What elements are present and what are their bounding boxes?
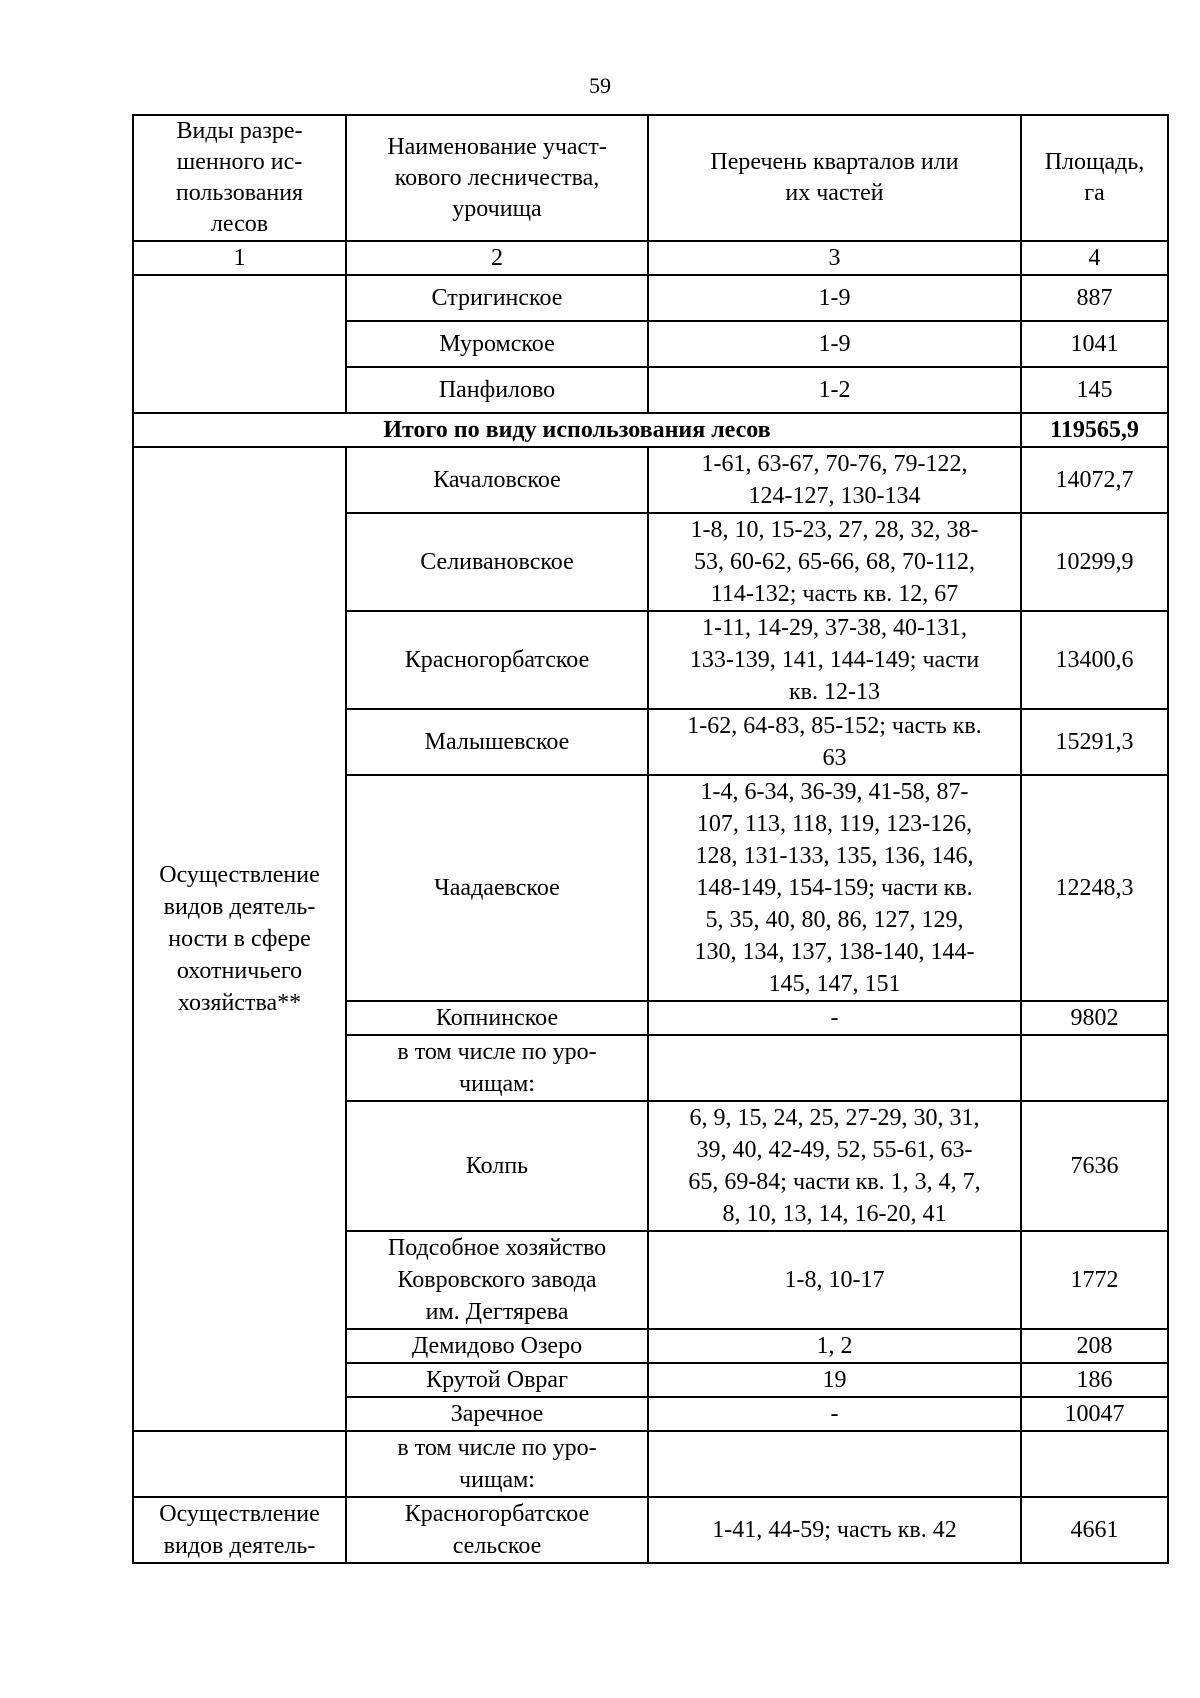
table-row bbox=[133, 447, 1168, 513]
forestry-name: Чаадаевское bbox=[346, 775, 648, 1001]
table-row bbox=[133, 1431, 1168, 1497]
area-value: 1772 bbox=[1021, 1231, 1168, 1329]
use-kind-cell-blank bbox=[133, 1431, 346, 1497]
quarter-list: - bbox=[648, 1001, 1021, 1035]
column-number: 4 bbox=[1021, 241, 1168, 275]
forestry-name: Малышевское bbox=[346, 709, 648, 775]
quarter-list: 19 bbox=[648, 1363, 1021, 1397]
use-kind-cell bbox=[133, 275, 346, 413]
forestry-name: Качаловское bbox=[346, 447, 648, 513]
quarter-list: 1-4, 6-34, 36-39, 41-58, 87- 107, 113, 118, 119, 123-126, 128, 131-133, 135, 136, 146, 148-149, 154-159; части кв. 5, 35, 40, 80, 86, 127, 129, 130, 134, 137, 138-140, 144- 145, 147, 151 bbox=[648, 775, 1021, 1001]
quarter-list: 1-9 bbox=[648, 275, 1021, 321]
forestry-name: Красногорбатское bbox=[346, 611, 648, 709]
use-kind-cell: Осуществление видов деятель- bbox=[133, 1497, 346, 1563]
quarter-list: 1-2 bbox=[648, 367, 1021, 413]
forestry-name: Панфилово bbox=[346, 367, 648, 413]
area-value: 7636 bbox=[1021, 1101, 1168, 1231]
quarter-list: 1, 2 bbox=[648, 1329, 1021, 1363]
area-value: 145 bbox=[1021, 367, 1168, 413]
use-kind-cell: Осуществление видов деятель- ности в сфере охотничьего хозяйства** bbox=[133, 447, 346, 1431]
column-number-row bbox=[133, 241, 1168, 275]
total-value: 119565,9 bbox=[1021, 413, 1168, 447]
quarter-list: 1-9 bbox=[648, 321, 1021, 367]
header-row bbox=[133, 115, 1168, 241]
table-row bbox=[133, 275, 1168, 321]
area-value: 15291,3 bbox=[1021, 709, 1168, 775]
area-value: 208 bbox=[1021, 1329, 1168, 1363]
column-header: Площадь, га bbox=[1021, 115, 1168, 241]
column-number: 2 bbox=[346, 241, 648, 275]
area-value: 12248,3 bbox=[1021, 775, 1168, 1001]
forestry-name: Селивановское bbox=[346, 513, 648, 611]
column-number: 1 bbox=[133, 241, 346, 275]
page-number: 59 bbox=[589, 73, 611, 98]
total-label: Итого по виду использования лесов bbox=[133, 413, 1021, 447]
forestry-name: Демидово Озеро bbox=[346, 1329, 648, 1363]
area-value: 9802 bbox=[1021, 1001, 1168, 1035]
quarter-list bbox=[648, 1035, 1021, 1101]
quarter-list: 1-8, 10, 15-23, 27, 28, 32, 38- 53, 60-62, 65-66, 68, 70-112, 114-132; часть кв. 12, 67 bbox=[648, 513, 1021, 611]
forestry-name: Копнинское bbox=[346, 1001, 648, 1035]
quarter-list: 1-8, 10-17 bbox=[648, 1231, 1021, 1329]
forestry-name: в том числе по уро- чищам: bbox=[346, 1035, 648, 1101]
quarter-list: 1-62, 64-83, 85-152; часть кв. 63 bbox=[648, 709, 1021, 775]
area-value: 10047 bbox=[1021, 1397, 1168, 1431]
table-row bbox=[133, 1497, 1168, 1563]
area-value: 1041 bbox=[1021, 321, 1168, 367]
forestry-name: Подсобное хозяйство Ковровского завода им. Дегтярева bbox=[346, 1231, 648, 1329]
total-row bbox=[133, 413, 1168, 447]
quarter-list: 1-61, 63-67, 70-76, 79-122, 124-127, 130-134 bbox=[648, 447, 1021, 513]
forestry-name: Муромское bbox=[346, 321, 648, 367]
column-header: Наименование участ- кового лесничества, урочища bbox=[346, 115, 648, 241]
quarter-list: 1-11, 14-29, 37-38, 40-131, 133-139, 141, 144-149; части кв. 12-13 bbox=[648, 611, 1021, 709]
forestry-name: Крутой Овраг bbox=[346, 1363, 648, 1397]
area-value: 186 bbox=[1021, 1363, 1168, 1397]
area-value: 13400,6 bbox=[1021, 611, 1168, 709]
quarter-list: 6, 9, 15, 24, 25, 27-29, 30, 31, 39, 40, 42-49, 52, 55-61, 63- 65, 69-84; части кв. 1, 3, 4, 7, 8, 10, 13, 14, 16-20, 41 bbox=[648, 1101, 1021, 1231]
column-header: Виды разре- шенного ис- пользования лесов bbox=[133, 115, 346, 241]
forestry-name: Красногорбатское сельское bbox=[346, 1497, 648, 1563]
forestry-name: Заречное bbox=[346, 1397, 648, 1431]
forest-use-table bbox=[132, 114, 1169, 1564]
area-value: 14072,7 bbox=[1021, 447, 1168, 513]
quarter-list: 1-41, 44-59; часть кв. 42 bbox=[648, 1497, 1021, 1563]
quarter-list bbox=[648, 1431, 1021, 1497]
quarter-list: - bbox=[648, 1397, 1021, 1431]
forestry-name: Колпь bbox=[346, 1101, 648, 1231]
forestry-name: в том числе по уро- чищам: bbox=[346, 1431, 648, 1497]
area-value: 10299,9 bbox=[1021, 513, 1168, 611]
area-value bbox=[1021, 1431, 1168, 1497]
area-value: 887 bbox=[1021, 275, 1168, 321]
area-value: 4661 bbox=[1021, 1497, 1168, 1563]
column-header: Перечень кварталов или их частей bbox=[648, 115, 1021, 241]
area-value bbox=[1021, 1035, 1168, 1101]
forestry-name: Стригинское bbox=[346, 275, 648, 321]
column-number: 3 bbox=[648, 241, 1021, 275]
